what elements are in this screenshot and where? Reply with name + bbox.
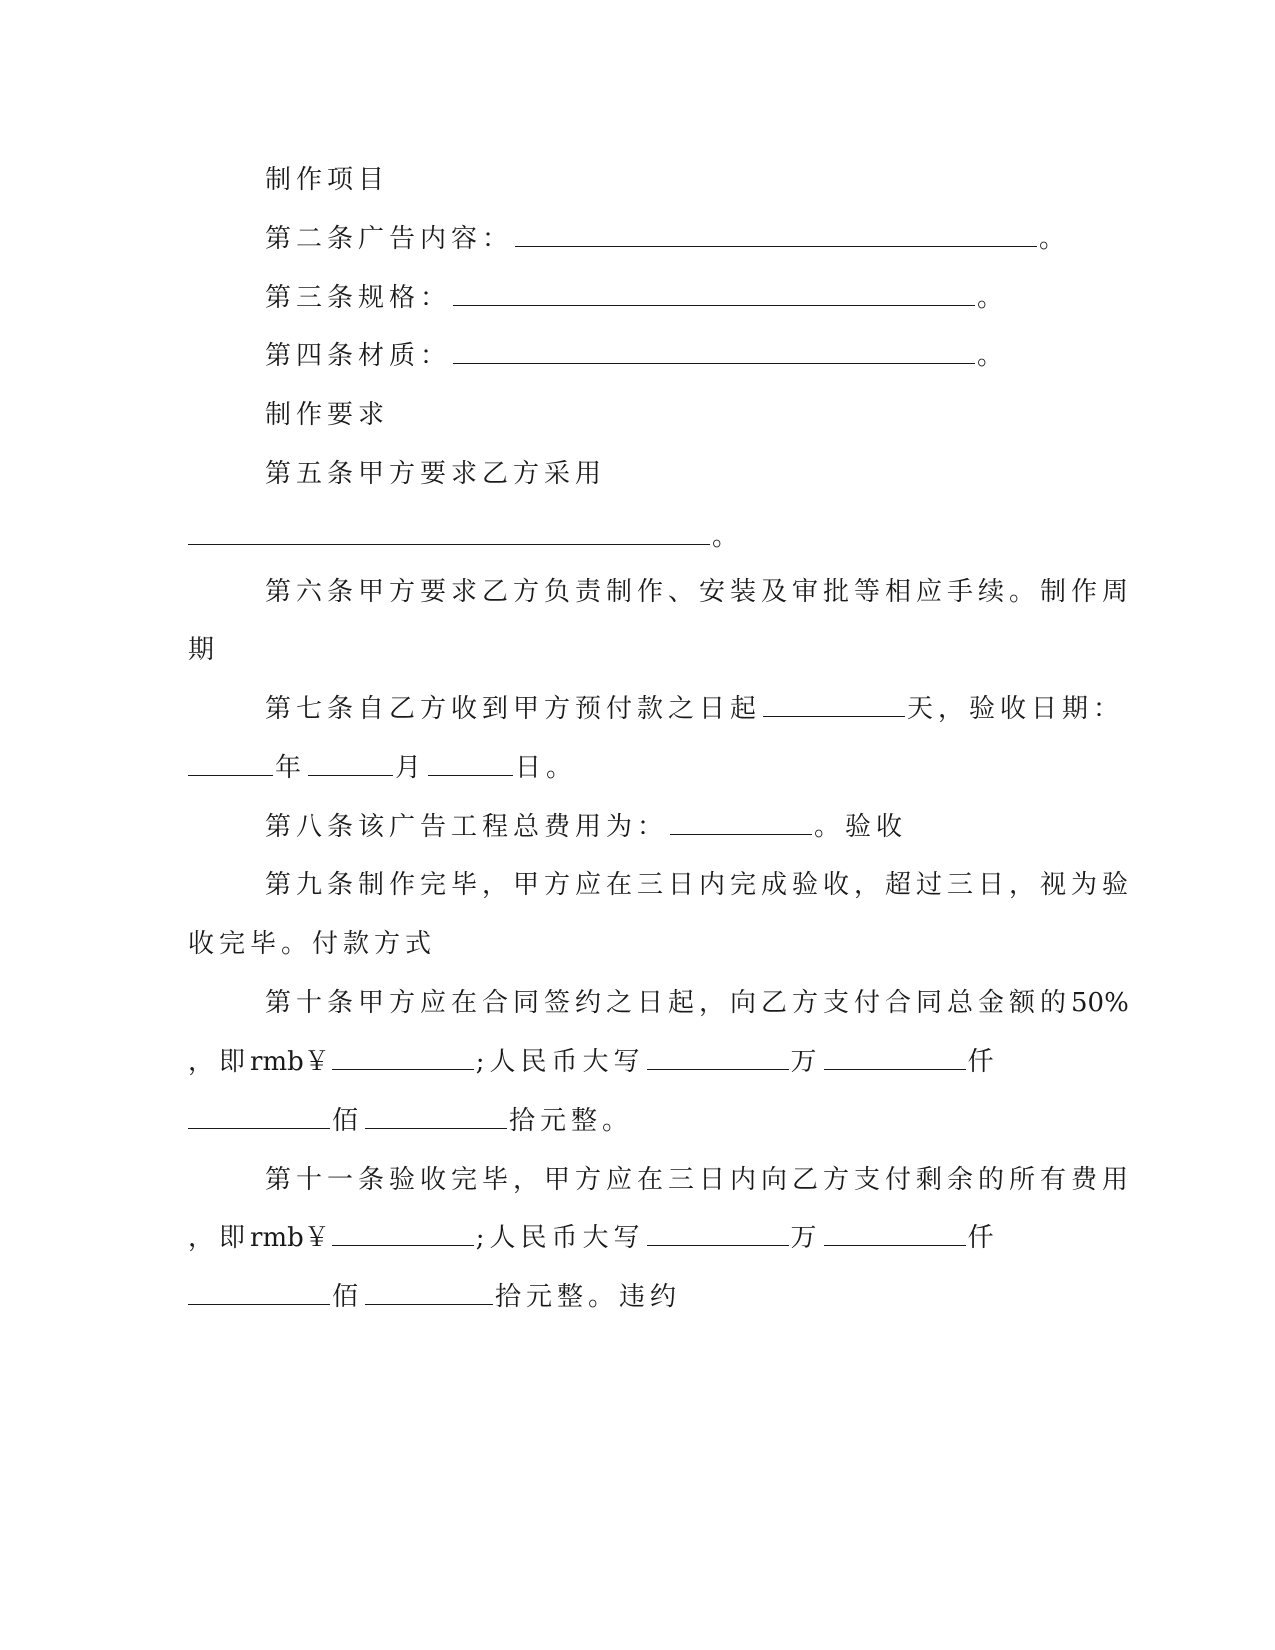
article-5-text: 第五条甲方要求乙方采用 bbox=[265, 459, 607, 489]
article-11-bai-blank[interactable] bbox=[188, 1280, 330, 1305]
day-label: 日。 bbox=[515, 753, 578, 783]
article-10-line-3 bbox=[188, 1104, 1088, 1138]
article-6-text-2: 期 bbox=[188, 635, 220, 665]
article-9-line-1 bbox=[265, 868, 1165, 902]
article-3-blank[interactable] bbox=[453, 281, 975, 306]
month-label: 月 bbox=[395, 753, 427, 783]
article-11-line-3 bbox=[188, 1280, 1088, 1314]
article-11-line-1 bbox=[265, 1163, 1165, 1197]
article-10-line-1 bbox=[265, 986, 1165, 1020]
amount-currency: rmb￥ bbox=[250, 1047, 330, 1077]
article-5-line-1 bbox=[265, 457, 1165, 491]
wan-label: 万 bbox=[790, 1223, 822, 1253]
article-8-text: 第八条该广告工程总费用为： bbox=[265, 812, 669, 842]
day-blank[interactable] bbox=[428, 751, 513, 776]
article-10-bai-blank[interactable] bbox=[188, 1104, 330, 1129]
month-blank[interactable] bbox=[308, 751, 393, 776]
article-11-rmb-blank[interactable] bbox=[332, 1221, 474, 1246]
amount-words-label: ;人民币大写 bbox=[475, 1047, 645, 1077]
heading-text: 制作项目 bbox=[265, 165, 390, 195]
article-7-line-1 bbox=[265, 692, 1165, 726]
article-9-text-2: 收完毕。付款方式 bbox=[188, 929, 437, 959]
amount-currency: rmb￥ bbox=[250, 1223, 330, 1253]
article-10-rmb-blank[interactable] bbox=[332, 1045, 474, 1070]
article-4-blank[interactable] bbox=[453, 339, 975, 364]
article-4-label: 第四条材质： bbox=[265, 341, 452, 371]
article-10-text: 第十条甲方应在合同签约之日起，向乙方支付合同总金额的 bbox=[265, 988, 1072, 1018]
heading-production-items bbox=[265, 163, 1165, 197]
wan-label: 万 bbox=[790, 1047, 822, 1077]
qian-label: 仟 bbox=[967, 1223, 999, 1253]
article-7-line-2 bbox=[188, 751, 1088, 785]
amount-prefix: ，即 bbox=[188, 1223, 251, 1253]
article-7-text: 第七条自乙方收到甲方预付款之日起 bbox=[265, 694, 762, 724]
article-3-end: 。 bbox=[977, 283, 1009, 313]
article-7-days-blank[interactable] bbox=[763, 692, 905, 717]
article-4 bbox=[265, 339, 1165, 373]
article-5-line-2 bbox=[188, 520, 1088, 554]
article-5-end: 。 bbox=[712, 522, 744, 552]
article-6-line-2 bbox=[188, 633, 1088, 667]
article-10-line-2 bbox=[188, 1045, 1088, 1079]
qian-label: 仟 bbox=[967, 1047, 999, 1077]
heading-text: 制作要求 bbox=[265, 400, 390, 430]
article-10-end: 拾元整。 bbox=[509, 1106, 634, 1136]
article-10-shi-blank[interactable] bbox=[365, 1104, 507, 1129]
article-11-wan-blank[interactable] bbox=[647, 1221, 789, 1246]
article-11-end: 拾元整。违约 bbox=[495, 1282, 682, 1312]
article-2-end: 。 bbox=[1039, 224, 1071, 254]
article-11-text: 第十一条验收完毕，甲方应在三日内向乙方支付剩余的所有费用 bbox=[265, 1165, 1134, 1195]
article-7-mid: 天，验收日期： bbox=[907, 694, 1125, 724]
article-2-blank[interactable] bbox=[515, 222, 1037, 247]
year-label: 年 bbox=[275, 753, 307, 783]
bai-label: 佰 bbox=[332, 1282, 364, 1312]
bai-label: 佰 bbox=[332, 1106, 364, 1136]
article-6-line-1 bbox=[265, 575, 1165, 609]
article-11-line-2 bbox=[188, 1221, 1088, 1255]
article-4-end: 。 bbox=[977, 341, 1009, 371]
article-11-shi-blank[interactable] bbox=[365, 1280, 493, 1305]
year-blank[interactable] bbox=[188, 751, 273, 776]
article-3 bbox=[265, 281, 1165, 315]
article-9-text-1: 第九条制作完毕，甲方应在三日内完成验收，超过三日，视为验 bbox=[265, 870, 1134, 900]
article-3-label: 第三条规格： bbox=[265, 283, 452, 313]
article-10-qian-blank[interactable] bbox=[824, 1045, 966, 1070]
amount-prefix: ，即 bbox=[188, 1047, 251, 1077]
article-11-qian-blank[interactable] bbox=[824, 1221, 966, 1246]
article-2 bbox=[265, 222, 1165, 256]
article-10-percent: 50% bbox=[1071, 988, 1129, 1018]
amount-words-label: ;人民币大写 bbox=[475, 1223, 645, 1253]
article-5-blank[interactable] bbox=[188, 520, 710, 545]
article-10-wan-blank[interactable] bbox=[647, 1045, 789, 1070]
article-8-end: 。验收 bbox=[814, 812, 908, 842]
article-2-label: 第二条广告内容： bbox=[265, 224, 514, 254]
article-6-text-1: 第六条甲方要求乙方负责制作、安装及审批等相应手续。制作周 bbox=[265, 577, 1134, 607]
heading-production-requirements bbox=[265, 398, 1165, 432]
article-8 bbox=[265, 810, 1165, 844]
article-9-line-2 bbox=[188, 927, 1088, 961]
article-8-total-blank[interactable] bbox=[670, 810, 812, 835]
